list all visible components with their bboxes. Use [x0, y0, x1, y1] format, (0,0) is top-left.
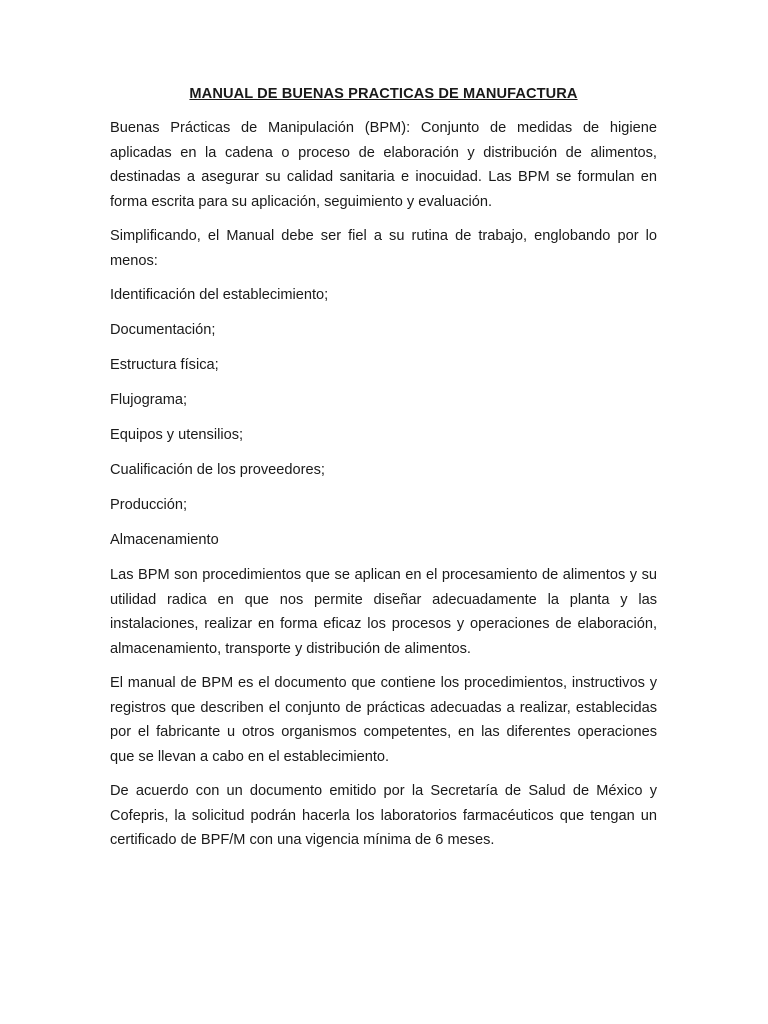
list-item: Identificación del establecimiento;: [110, 287, 329, 303]
simplifying-paragraph: Simplificando, el Manual debe ser fiel a su rutina de trabajo, englobando por lo menos:: [110, 228, 657, 269]
list-item: Flujograma;: [110, 392, 188, 408]
list-item: Equipos y utensilios;: [110, 427, 244, 443]
bpm-procedures-paragraph: Las BPM son procedimientos que se aplican en el procesamiento de alimentos y su utilidad radica en que nos permite diseñar adecuadamente la planta y las instalaciones, realizar en forma eficaz los procesos y operaciones de elaboración, almacenamiento, transporte y distribución de alimentos.: [110, 567, 657, 657]
list-item: Cualificación de los proveedores;: [110, 462, 325, 478]
intro-paragraph: Buenas Prácticas de Manipulación (BPM): Conjunto de medidas de higiene aplicadas en la cadena o proceso de elaboración y distribución de alimentos, destinadas a asegurar su calidad sanitaria e inocuidad. Las BPM se formulan en forma escrita para su aplicación, seguimiento y evaluación.: [110, 120, 657, 210]
cofepris-paragraph: De acuerdo con un documento emitido por la Secretaría de Salud de México y Cofepris, la solicitud podrán hacerla los laboratorios farmacéuticos que tengan un certificado de BPF/M con una vigencia mínima de 6 meses.: [110, 783, 657, 848]
bpm-manual-paragraph: El manual de BPM es el documento que contiene los procedimientos, instructivos y registros que describen el conjunto de prácticas adecuadas a realizar, establecidas por el fabricante u otros organismos competentes, en las diferentes operaciones que se llevan a cabo en el establecimiento.: [110, 675, 657, 765]
document-body: [110, 84, 657, 863]
list-item: Documentación;: [110, 322, 216, 338]
list-item: Estructura física;: [110, 357, 219, 373]
list-item: Producción;: [110, 497, 188, 513]
document-title: MANUAL DE BUENAS PRACTICAS DE MANUFACTURA: [189, 86, 578, 102]
list-item: Almacenamiento: [110, 532, 219, 548]
